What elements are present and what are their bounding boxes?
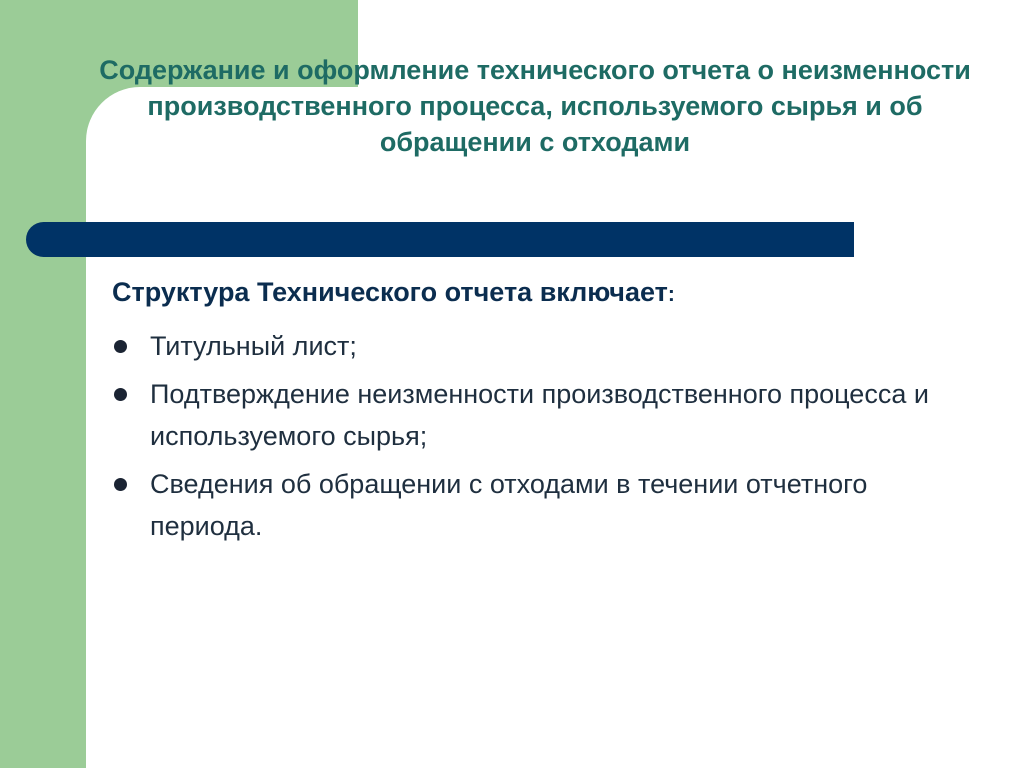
bullet-text: Сведения об обращении с отходами в течении отчетного периода. — [150, 469, 868, 541]
structure-heading-colon: : — [667, 283, 675, 306]
list-item — [112, 463, 932, 547]
bullet-text: Титульный лист; — [150, 331, 357, 361]
list-item — [112, 373, 932, 457]
decorative-blue-bar — [26, 222, 854, 257]
structure-heading — [112, 270, 932, 317]
bullet-list — [112, 325, 932, 547]
slide-title: Содержание и оформление технического отчета о неизменности производственного процесса, используемого сырья и об обращении с отходами — [99, 55, 971, 157]
bullet-dot-icon — [114, 478, 127, 491]
list-item — [112, 325, 932, 367]
bullet-dot-icon — [114, 388, 127, 401]
bullet-dot-icon — [114, 340, 127, 353]
bullet-text: Подтверждение неизменности производственного процесса и используемого сырья; — [150, 379, 929, 451]
structure-heading-text: Структура Технического отчета включает — [112, 277, 668, 307]
slide-content — [112, 270, 932, 553]
